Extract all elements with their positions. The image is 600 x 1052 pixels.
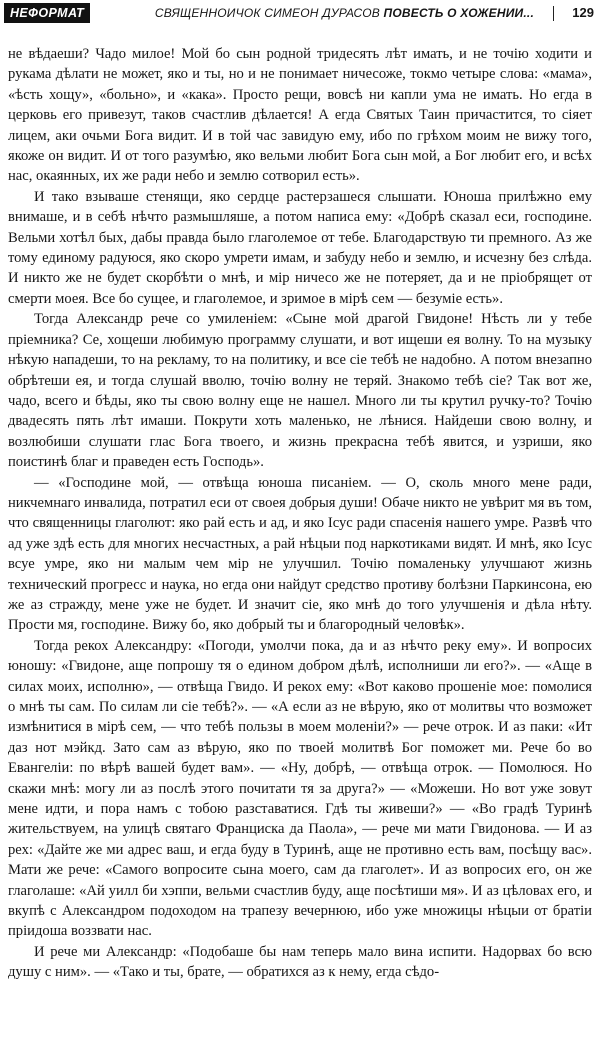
running-title-author: СВЯЩЕННОИЧОК СИМЕОН ДУРАСОВ [154, 6, 380, 20]
running-header [4, 3, 596, 25]
paragraph: не вѣдаеши? Чадо милое! Мой бо сын родной тридесять лѣт имать, и не точію ходити и рукама дѣлати не может, яко и ты, но и не понимает ничесоже, токмо четыре слова: «мама», «ѣсть хощу», «больно», и «кака». Просто рещи, вовсѣ ни капли ума не имать. Но егда в церковь его привезут, таков счастлив дѣлается! А егда Святых Таин причастится, то сіяет лицем, аки очьми Бога видит. И в той час завидую ему, ибо по грѣхом моим не вижу того, якоже он видит. И от того разумѣю, яко вельми любит Бога сын мой, а Бог любит его, и всѣх нас, окаянных, их же ради небо и землю сотворил есть». [8, 46, 592, 185]
running-title-work: ПОВЕСТЬ О ХОЖЕНИИ... [383, 6, 534, 20]
paragraph: И рече ми Александр: «Подобаше бы нам теперь мало вина испити. Надорвах бо всю душу с ним». — «Тако и ты, брате, — обратихся аз к нему, егда сѣдо- [8, 943, 592, 981]
section-badge: НЕФОРМАТ [4, 3, 90, 23]
paragraph: — «Господине мой, — отвѣща юноша писаніем. — О, сколь много мене ради, никчемнаго инвалида, потратил еси от своея добрыя души! Обаче никто не увѣрит мя въ том, что священницы глаголют: яко рай есть и ад, и яко Ісус ради спасенія нашего умре. Развѣ что ад уже здѣ есть для многих несчастных, а рай нѣцыи под наркотиками видят. И мнѣ, яко Ісус всуе умре, яко ни малым чем мір не улучшил. Точію помаленьку улучшают жизнь технический прогресс и наука, но егда они найдут средство противу болѣзни Паркинсона, ею же аз стражду, мене уже не будет. И значит сіе, яко мнѣ до того улучшенія и дѣла нѣту. Прости мя, господине. Вижу бо, яко добрый ты и благородный человѣк». [8, 474, 592, 634]
paragraph: Тогда Александр рече со умиленіем: «Сыне мой драгой Гвидоне! Нѣсть ли у тебе пріемника? Се, хощеши любимую программу слушати, и вот ищеши ея волну. То на музыку нѣкую нападеши, то на рекламу, то на политику, и все сіе тебѣ не надобно. А потом внезапно обрѣтеши ея, и тогда слушай вволю, точію волну не теряй. Знакомо тебѣ сіе? Так вот же, чадо, всего и бѣды, яко ты свою волну еще не нашел. Много ли ты крутил ручку-то? Точію двадесять пять лѣт имаши. Покрути хоть маленько, не лѣнися. Найдеши свою волну, и возлюбиши слушати глас Бога твоего, и жизнь прекрасна тебѣ явится, и узриши, яко поистинѣ благ и праведен есть Господь». [8, 311, 592, 471]
running-title [155, 3, 534, 23]
page-number: 129 [572, 5, 594, 20]
paragraph: И тако взываше стенящи, яко сердце растерзашеся слышати. Юноша прилѣжно ему внимаше, и в себѣ нѣчто размышляше, а потом написа ему: «Добрѣ сказал еси, господине. Вельми хотѣл бых, дабы правда было глаголемое от тебе. Благодарствую ти премного. Аз же тому единому радуюся, яко скоро умрети имам, и забуду небо и землю, и исчезну без слѣда. И никто же не будет скорбѣти о мнѣ, и мір ничесо же не потеряет, да и не пріобрящет от смерти моея. Все бо сущее, и глаголемое, и зримое в мірѣ сем — безуміе есть». [8, 188, 592, 307]
body-text [8, 44, 592, 983]
header-separator [553, 6, 555, 21]
paragraph: Тогда рекох Александру: «Погоди, умолчи пока, да и аз нѣчто реку ему». И вопросих юношу: «Гвидоне, аще попрошу тя о едином добром дѣлѣ, исполниши ли его?». — «Аще в силах моих, исполню», — отвѣща Гвидо. И рекох ему: «Вот каково прошеніе мое: помолися о мнѣ ты сам. По силам ли сіе тебѣ?». — «А если аз не вѣрую, яко от молитвы что возможет измѣнитися в мірѣ сем, — что тебѣ пользы в моем моленіи?» — рече отрок. И аз паки: «Ит даз нот мэйкд. Зато сам аз вѣрую, яко по твоей молитвѣ Бог поможет ми. Рече бо во Евангеліи: по вѣрѣ вашей будет вам». — «Ну, добрѣ, — отвѣща отрок. — Помолюся. Но скажи мнѣ: могу ли аз послѣ этого почитати тя за друга?» — «Можеши. Но вот уже зовут мене идти, и пора намъ с тобою разставатися. Гдѣ ты живеши?» — «Во градѣ Туринѣ жительствуем, на улицѣ святаго Франциска да Паола», — рече ми мати Гвидонова. — И аз рех: «Дайте же ми адрес ваш, и егда буду в Туринѣ, аще не противно есть вам, посѣщу вас». Мати же рече: «Самого вопросите сына моего, сам да глаголет». И аз вопросих его, он же глаголаше: «Ай уилл би хэппи, вельми счастлив буду, аще посѣтиши мя». И аз цѣловах его, и вкупѣ с Александром подоходом на трапезу вечернюю, ибо уже множицы нѣцыи от братіи пріидоша воззвати нас. [8, 637, 592, 940]
